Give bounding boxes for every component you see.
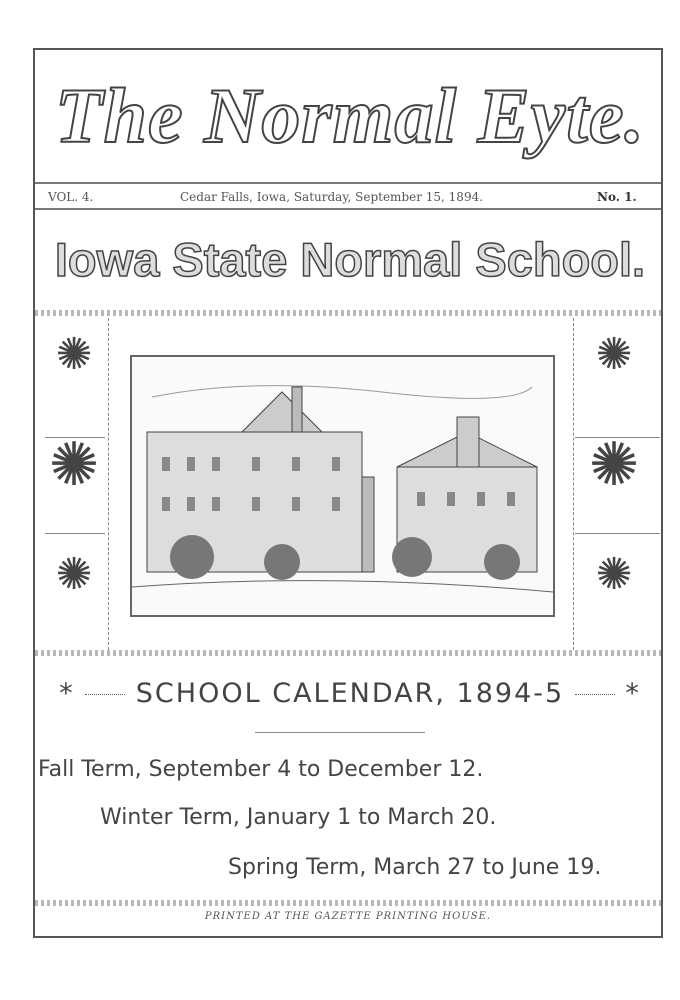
volume-label: VOL. 4. bbox=[48, 190, 94, 204]
star-ornament-icon: ✺ bbox=[55, 329, 93, 380]
divider bbox=[575, 533, 660, 534]
printer-credit: PRINTED AT THE GAZETTE PRINTING HOUSE. bbox=[204, 911, 492, 922]
dotted-leader bbox=[575, 694, 615, 695]
divider bbox=[35, 182, 661, 184]
dotted-leader bbox=[85, 694, 125, 695]
left-ornaments bbox=[45, 330, 103, 600]
wavy-divider bbox=[35, 900, 661, 906]
school-buildings-engraving bbox=[130, 355, 555, 617]
spring-term: Spring Term, March 27 to June 19. bbox=[228, 855, 602, 880]
school-headline: Iowa State Normal School. bbox=[54, 233, 646, 286]
asterisk-ornament: * bbox=[625, 678, 641, 709]
divider bbox=[45, 437, 105, 438]
star-ornament-icon: ✺ bbox=[55, 549, 93, 600]
asterisk-ornament: * bbox=[59, 678, 75, 709]
divider bbox=[575, 437, 660, 438]
star-ornament-icon: ✺ bbox=[595, 329, 633, 380]
star-ornament-icon: ✺ bbox=[588, 430, 640, 500]
calendar-heading: SCHOOL CALENDAR, 1894-5 bbox=[135, 678, 565, 709]
wavy-divider bbox=[35, 650, 661, 656]
short-divider bbox=[255, 732, 425, 733]
winter-term: Winter Term, January 1 to March 20. bbox=[100, 805, 497, 830]
calendar-heading-row bbox=[40, 676, 660, 712]
star-ornament-icon: ✺ bbox=[48, 430, 100, 500]
divider bbox=[45, 533, 105, 534]
issue-number: No. 1. bbox=[597, 190, 637, 204]
school-buildings-image bbox=[132, 357, 553, 615]
divider bbox=[35, 208, 661, 210]
wavy-divider bbox=[35, 310, 661, 316]
fall-term: Fall Term, September 4 to December 12. bbox=[38, 757, 484, 782]
dateline: Cedar Falls, Iowa, Saturday, September 15, 1894. bbox=[180, 190, 484, 204]
right-ornaments bbox=[585, 330, 643, 600]
newspaper-title: The Normal Eyte. bbox=[54, 72, 646, 159]
star-ornament-icon: ✺ bbox=[595, 549, 633, 600]
